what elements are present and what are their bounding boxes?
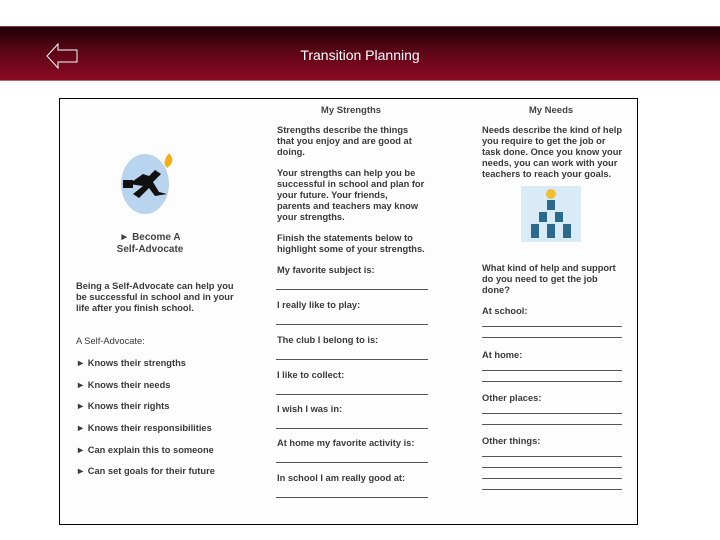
- answer-line[interactable]: [482, 381, 622, 382]
- answer-line[interactable]: [276, 359, 428, 360]
- strength-prompt-label: At home my favorite activity is:: [277, 438, 415, 448]
- strengths-p1: Strengths describe the things that you enjoy and are good at doing.: [277, 125, 412, 157]
- strength-prompt-label: I wish I was in:: [277, 404, 343, 414]
- list-item: ► Knows their rights: [76, 401, 170, 411]
- answer-line[interactable]: [482, 337, 622, 338]
- intro-text: Being a Self-Advocate can help you be successful in school and in your life after you finish school.: [76, 281, 234, 313]
- list-item: ► Can set goals for their future: [76, 466, 215, 476]
- list-item: ► Can explain this to someone: [76, 445, 214, 455]
- answer-line[interactable]: [482, 489, 622, 490]
- list-item: ► Knows their responsibilities: [76, 423, 212, 433]
- answer-line[interactable]: [276, 428, 428, 429]
- answer-line[interactable]: [482, 467, 622, 468]
- answer-line[interactable]: [276, 289, 428, 290]
- needs-question: What kind of help and support do you need to get the job done?: [482, 263, 616, 295]
- strength-prompt-label: My favorite subject is:: [277, 265, 375, 275]
- strength-prompt-label: In school I am really good at:: [277, 473, 406, 483]
- strengths-p2: Your strengths can help you be successful in school and plan for your future. Your friends, parents and teachers may know your strengths.: [277, 168, 425, 222]
- answer-line[interactable]: [482, 413, 622, 414]
- strength-prompt-label: I really like to play:: [277, 300, 361, 310]
- runner-illustration: [115, 146, 185, 216]
- answer-line[interactable]: [276, 324, 428, 325]
- strengths-p3: Finish the statements below to highlight some of your strengths.: [277, 233, 425, 254]
- answer-line[interactable]: [482, 478, 622, 479]
- answer-line[interactable]: [482, 424, 622, 425]
- list-item: ► Knows their strengths: [76, 358, 186, 368]
- needs-place-label: Other things:: [482, 436, 541, 446]
- answer-line[interactable]: [276, 462, 428, 463]
- become-heading: ► Become A Self-Advocate: [116, 232, 184, 255]
- list-title: A Self-Advocate:: [76, 336, 145, 346]
- strengths-title: My Strengths: [320, 105, 382, 116]
- header-banner: [0, 26, 720, 81]
- teamwork-illustration: [521, 186, 581, 242]
- page-title: Transition Planning: [300, 47, 420, 63]
- answer-line[interactable]: [276, 497, 428, 498]
- brochure-document: [59, 98, 638, 525]
- needs-place-label: Other places:: [482, 393, 542, 403]
- needs-p1: Needs describe the kind of help you require to get the job or task done. Once you know your needs, you can work with your teachers to reach your goals.: [482, 125, 623, 179]
- strength-prompt-label: The club I belong to is:: [277, 335, 379, 345]
- needs-place-label: At school:: [482, 306, 528, 316]
- needs-title: My Needs: [528, 105, 574, 116]
- strength-prompt-label: I like to collect:: [277, 370, 345, 380]
- needs-place-label: At home:: [482, 350, 523, 360]
- answer-line[interactable]: [276, 394, 428, 395]
- list-item: ► Knows their needs: [76, 380, 171, 390]
- answer-line[interactable]: [482, 370, 622, 371]
- answer-line[interactable]: [482, 456, 622, 457]
- answer-line[interactable]: [482, 326, 622, 327]
